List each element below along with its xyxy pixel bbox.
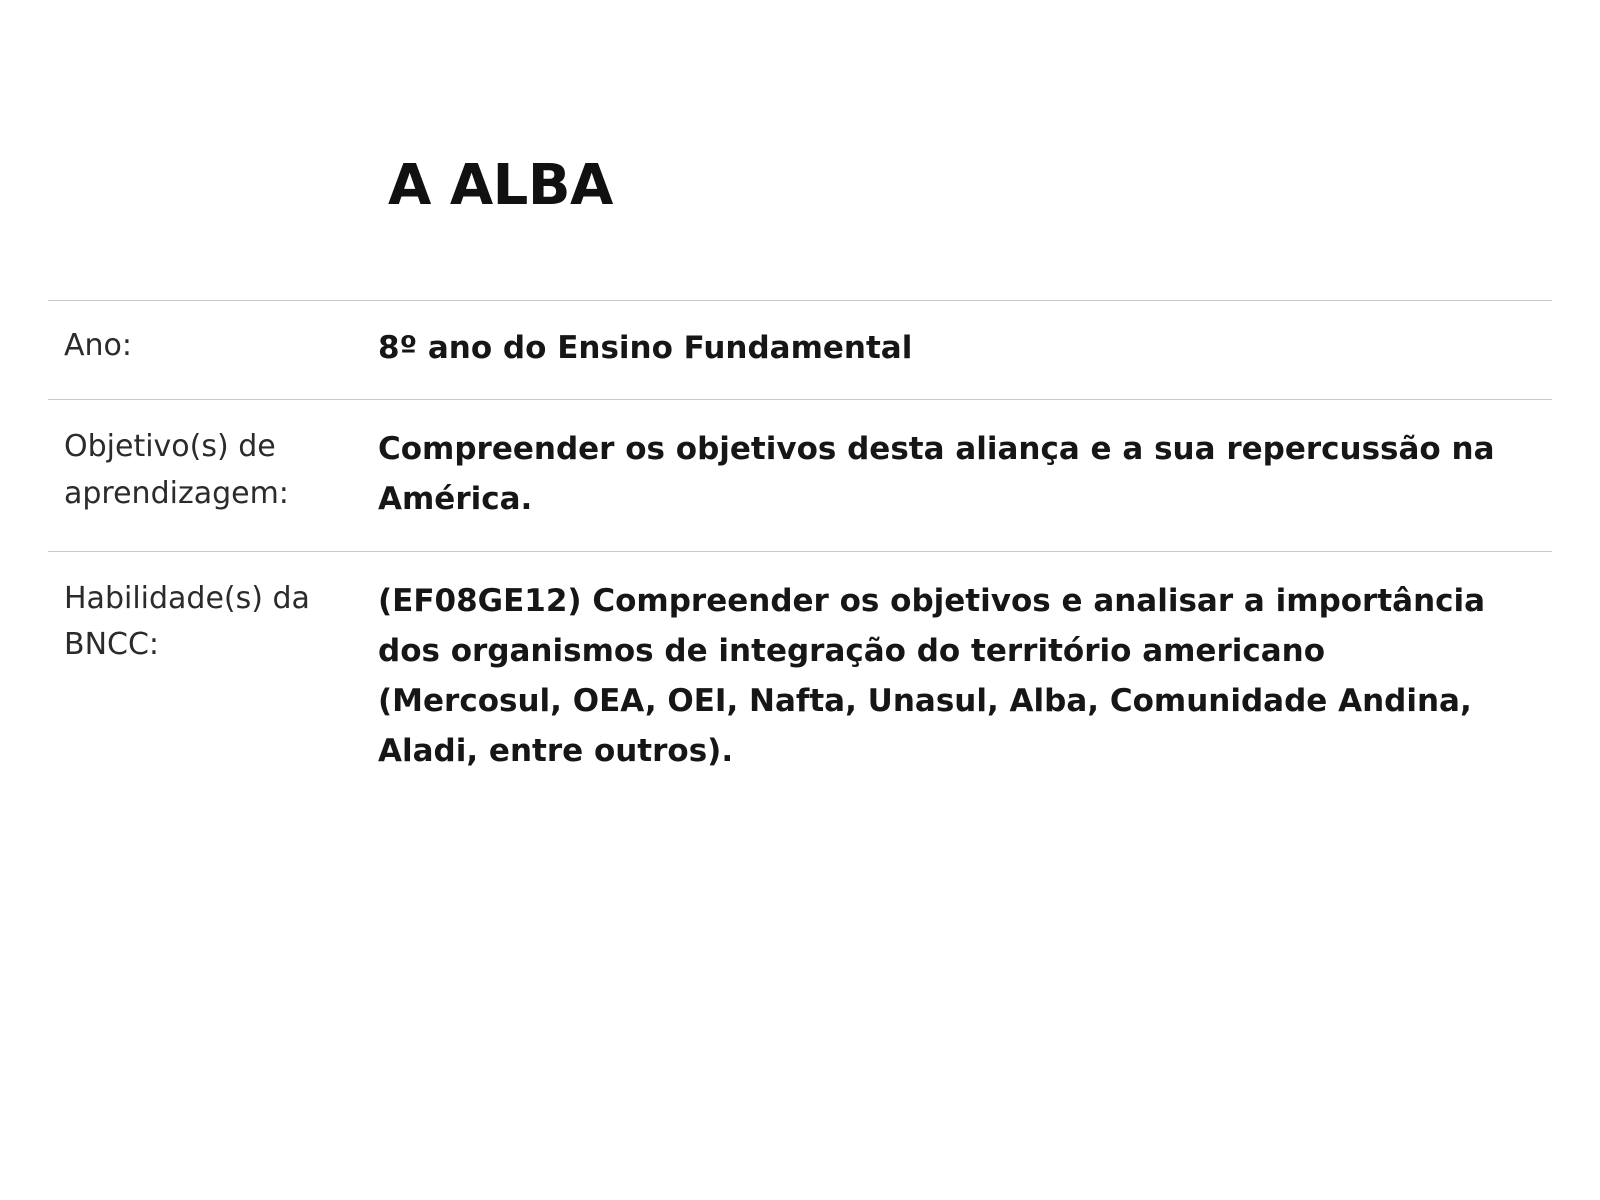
row-value-habilidades: (EF08GE12) Compreender os objetivos e analisar a importância dos organismos de integração do território americano (Mercosul, OEA, OEI, Nafta, Unasul, Alba, Comunidade Andina, Aladi, entre outros). — [378, 582, 1486, 770]
row-value-objetivos: Compreender os objetivos desta aliança e a sua repercussão na América. — [378, 431, 1495, 518]
table-row — [48, 399, 1552, 550]
row-label-objetivos: Objetivo(s) de aprendizagem: — [64, 429, 289, 511]
row-label-ano: Ano: — [64, 328, 132, 363]
page-title: A ALBA — [388, 153, 613, 218]
info-table — [48, 300, 1552, 803]
table-row — [48, 300, 1552, 399]
row-value-ano: 8º ano do Ensino Fundamental — [378, 330, 913, 366]
table-row — [48, 551, 1552, 803]
row-label-habilidades: Habilidade(s) da BNCC: — [64, 580, 310, 663]
